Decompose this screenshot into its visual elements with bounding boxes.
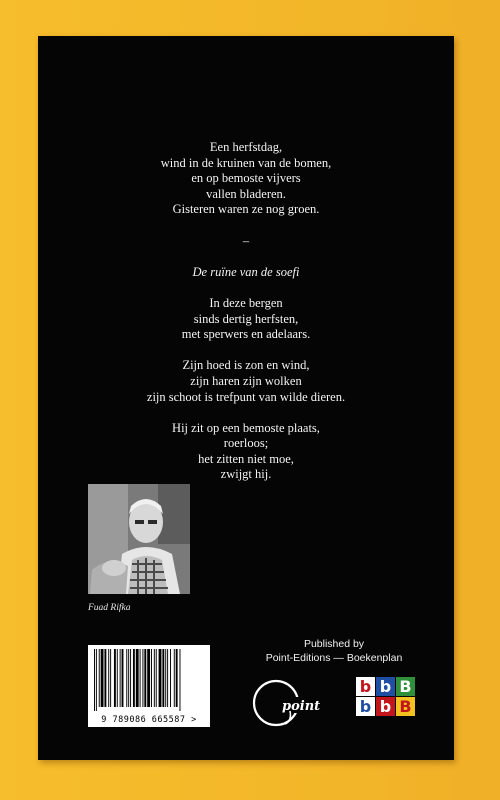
barcode-bar	[165, 649, 166, 707]
publisher-name: Point-Editions — Boekenplan	[265, 652, 403, 664]
poem-blank-line	[38, 405, 454, 421]
boekenplan-logo-letter: b	[376, 697, 395, 716]
barcode-bar	[156, 649, 157, 707]
boekenplan-logo-letter: b	[356, 697, 375, 716]
poem-text	[38, 140, 454, 483]
poem-line: zwijgt hij.	[220, 467, 272, 482]
poem-line: roerloos;	[223, 436, 269, 451]
author-photo	[88, 484, 190, 594]
poem-line: In deze bergen	[209, 295, 283, 310]
author-portrait-image	[88, 484, 190, 594]
poem-line: –	[242, 233, 250, 248]
poem-line: met sperwers en adelaars.	[181, 327, 311, 342]
poem-blank-line	[38, 218, 454, 234]
poem-blank-line	[38, 280, 454, 296]
barcode-bar	[174, 649, 175, 707]
barcode-bar	[126, 649, 127, 707]
poem-line: vallen bladeren.	[206, 186, 286, 201]
poem-line: Hij zit op een bemoste plaats,	[172, 420, 320, 435]
barcode-bar	[180, 649, 181, 711]
isbn-barcode	[88, 645, 210, 727]
barcode-bar	[144, 649, 146, 707]
barcode-bar	[94, 649, 95, 711]
boekenplan-logo-letter: B	[396, 677, 415, 696]
barcode-bar	[167, 649, 168, 707]
point-editions-logo	[250, 677, 321, 729]
barcode-bar	[130, 649, 131, 707]
publisher-info	[244, 637, 424, 665]
barcode-bar	[120, 649, 121, 707]
boekenplan-logo-grid	[356, 677, 414, 716]
boekenplan-logo-letter: b	[376, 677, 395, 696]
boekenplan-logo-letter: B	[396, 697, 415, 716]
barcode-bar	[147, 649, 150, 707]
barcode-bar	[114, 649, 116, 707]
poem-blank-line	[38, 343, 454, 359]
barcode-bar	[159, 649, 162, 707]
published-by-label: Published by	[303, 638, 365, 650]
poem-line: zijn schoot is trefpunt van wilde dieren.	[146, 389, 346, 404]
point-logo-text: point	[282, 699, 321, 714]
barcode-bar	[110, 649, 111, 707]
isbn-number: 9 789086 665587 >	[101, 715, 197, 725]
poem-line: en op bemoste vijvers	[191, 171, 301, 186]
barcode-bar	[104, 649, 106, 707]
barcode-bar	[140, 649, 141, 707]
barcode-bar	[96, 649, 97, 711]
barcode-bar	[99, 649, 100, 707]
poem-line: Zijn hoed is zon en wind,	[182, 358, 310, 373]
barcode-bar	[136, 649, 139, 707]
book-back-cover	[38, 36, 454, 760]
barcode-bar	[117, 649, 118, 707]
barcode-bars	[92, 649, 206, 711]
barcode-bar	[154, 649, 155, 707]
barcode-bar	[108, 649, 109, 707]
barcode-bar	[162, 649, 164, 707]
author-caption: Fuad Rifka	[88, 603, 131, 613]
poem-title: De ruïne van de soefi	[192, 264, 300, 279]
poem-line: Gisteren waren ze nog groen.	[172, 202, 320, 217]
barcode-bar	[133, 649, 135, 707]
barcode-bar	[151, 649, 152, 707]
boekenplan-logo-letter: b	[356, 677, 375, 696]
poem-blank-line	[38, 249, 454, 265]
poem-line: zijn haren zijn wolken	[190, 373, 302, 388]
barcode-bar	[170, 649, 171, 707]
barcode-bar	[176, 649, 178, 707]
barcode-bar	[128, 649, 129, 707]
poem-line: het zitten niet moe,	[198, 451, 294, 466]
poem-line: sinds dertig herfsten,	[193, 311, 299, 326]
barcode-bar	[142, 649, 143, 707]
boekenplan-logo	[356, 677, 414, 717]
barcode-bar	[122, 649, 124, 707]
barcode-bar	[101, 649, 104, 707]
poem-line: Een herfstdag,	[209, 140, 283, 154]
poem-line: wind in de kruinen van de bomen,	[160, 155, 332, 170]
